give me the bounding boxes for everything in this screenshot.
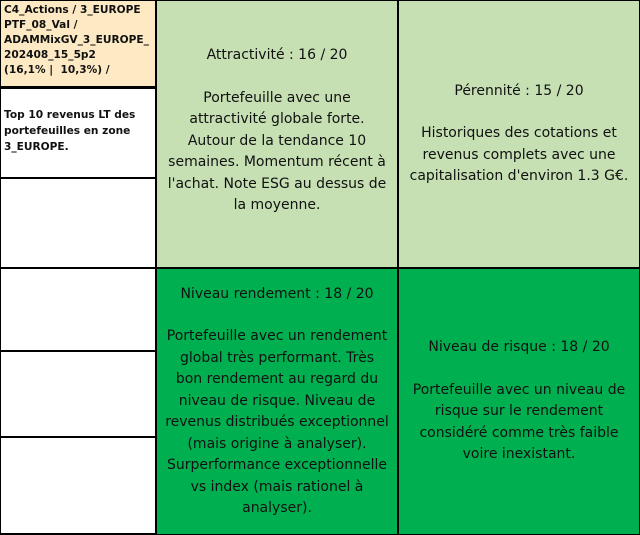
attractivite-title: Attractivité : 16 / 20 bbox=[206, 47, 348, 64]
rendement-title: Niveau rendement : 18 / 20 bbox=[180, 285, 374, 302]
perennite-quadrant bbox=[398, 0, 640, 269]
info-line: C4_Actions / 3_EUROPE bbox=[4, 4, 141, 16]
portfolio-info-cell bbox=[0, 0, 157, 88]
perennite-text: Historiques des cotations et revenus complets avec une capitalisation d'environ 1.3 G€. bbox=[409, 125, 629, 184]
empty-cell bbox=[0, 438, 157, 535]
info-line: (16,1% | 10,3%) / bbox=[4, 64, 110, 76]
perennite-title: Pérennité : 15 / 20 bbox=[454, 82, 584, 99]
empty-cell bbox=[0, 352, 157, 438]
attractivite-quadrant bbox=[157, 0, 398, 269]
info-line: ADAMMixGV_3_EUROPE_ bbox=[4, 34, 149, 46]
info-line: PTF_08_Val / bbox=[4, 19, 78, 31]
rendement-quadrant bbox=[157, 269, 398, 535]
risque-text: Portefeuille avec un niveau de risque sur le rendement considéré comme très faible voire inexistant. bbox=[412, 381, 626, 463]
info-line: 202408_15_5p2 bbox=[4, 49, 96, 61]
attractivite-text: Portefeuille avec une attractivité globale forte. Autour de la tendance 10 semaines. Momentum récent à l'achat. Note ESG au dessus de la moyenne. bbox=[167, 89, 387, 214]
rendement-text: Portefeuille avec un rendement global très performant. Très bon rendement au regard du niveau de risque. Niveau de revenus distribués exceptionnel (mais origine à analyser). Surperformance exceptionnelle vs index (mais rationel à analyser). bbox=[165, 328, 389, 516]
risque-title: Niveau de risque : 18 / 20 bbox=[428, 339, 610, 356]
empty-cell bbox=[0, 179, 157, 269]
risque-quadrant bbox=[398, 269, 640, 535]
empty-cell bbox=[0, 269, 157, 352]
portfolio-description-cell bbox=[0, 88, 157, 179]
portfolio-description: Top 10 revenus LT des portefeuilles en zone 3_EUROPE. bbox=[4, 109, 136, 153]
